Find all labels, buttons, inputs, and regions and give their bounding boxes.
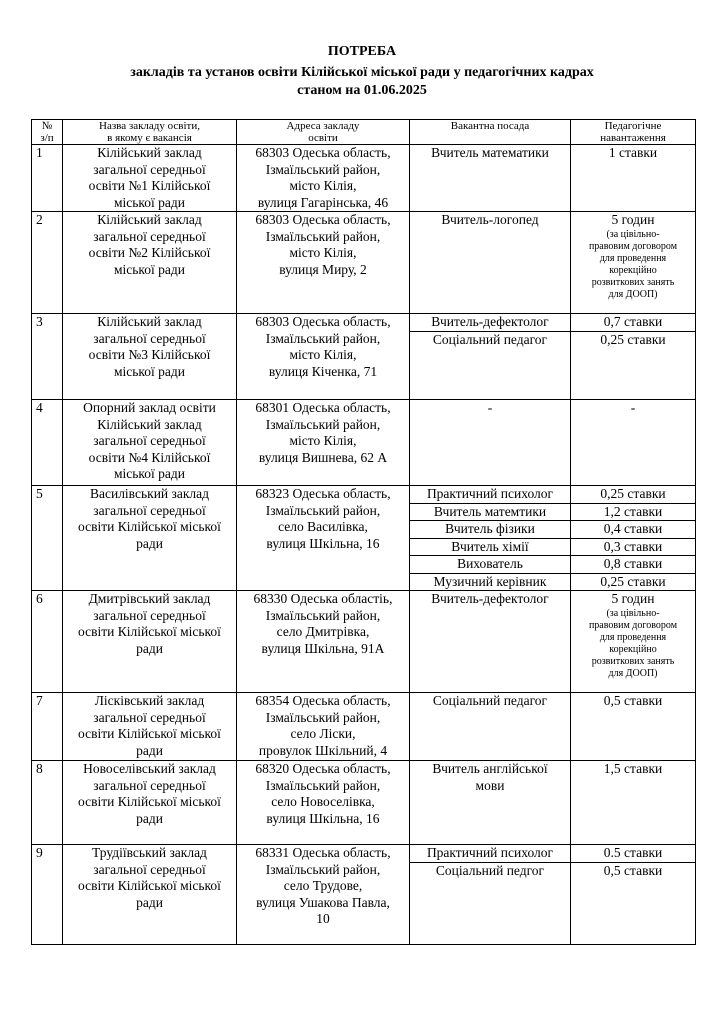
- text-line: Кілійський заклад: [97, 416, 202, 432]
- table-row: [32, 212, 696, 314]
- text-line: 68303 Одеська область,: [255, 314, 391, 329]
- text-line: 68303 Одеська область,: [255, 145, 391, 160]
- text-line: Вчитель-логопед: [441, 212, 539, 227]
- text-line: Музичний керівник: [433, 573, 547, 589]
- text-line: Вчитель-дефектолог: [410, 314, 570, 332]
- text-line: Вчитель-дефектолог: [431, 591, 549, 606]
- text-line: мови: [475, 777, 505, 793]
- text-line: вулиця Шкільна, 91А: [261, 640, 385, 656]
- text-line: Кілійський заклад: [97, 145, 202, 160]
- teaching-load: [571, 591, 696, 693]
- table-row: [32, 400, 696, 486]
- text-line: Ізмаїльський район,: [265, 709, 381, 725]
- text-line: (за цівільно-: [606, 607, 660, 619]
- text-line: 1 ставки: [608, 145, 658, 160]
- institution-name: [63, 591, 237, 693]
- teaching-load: [571, 693, 696, 761]
- text-line: вулиця Ушакова Павла,: [256, 894, 390, 910]
- text-line: місто Кілія,: [289, 178, 357, 193]
- text-line: Трудіївський заклад: [92, 845, 207, 860]
- doc-subtitle: закладів та установ освіти Кілійської міської ради у педагогічних кадрах: [130, 65, 594, 80]
- text-line: вулиця Миру, 2: [279, 261, 367, 277]
- text-line: для ДООП): [608, 667, 658, 679]
- col-header-address: Адреса закладу освіти: [237, 120, 410, 145]
- text-line: Опорний заклад освіти: [83, 400, 216, 415]
- text-line: 0,5 ставки: [603, 693, 663, 708]
- text-line: село Трудове,: [283, 878, 363, 893]
- text-line: Ізмаїльський район,: [265, 416, 381, 432]
- teaching-load: [571, 212, 696, 314]
- text-line: корекційно: [609, 643, 657, 655]
- vacant-position: [410, 761, 571, 845]
- text-line: освіти Кілійської міської: [78, 519, 221, 534]
- text-line: загальної середньої: [93, 607, 206, 623]
- staffing-needs-table: [31, 119, 696, 945]
- table-row: [32, 591, 696, 693]
- text-line: (за цівільно-: [606, 228, 660, 240]
- text-line: 68354 Одеська область,: [255, 693, 391, 708]
- vacant-position: [410, 693, 571, 761]
- col-header-name: Назва закладу освіти, в якому є вакансія: [63, 120, 237, 145]
- table-row: [32, 314, 696, 400]
- text-line: Ізмаїльський район,: [265, 777, 381, 793]
- text-line: 0,3 ставки: [571, 539, 695, 557]
- text-line: освіти №1 Кілійської: [88, 178, 211, 193]
- text-line: правовим договором: [588, 619, 678, 631]
- table-row: [32, 693, 696, 761]
- vacant-position: [410, 314, 571, 400]
- text-line: Вчитель хімії: [410, 539, 570, 557]
- teaching-load: [571, 761, 696, 845]
- text-line: освіти Кілійської міської: [78, 794, 221, 809]
- col-header-num: № з/п: [32, 120, 63, 145]
- institution-address: [237, 314, 410, 400]
- institution-name: [63, 761, 237, 845]
- teaching-load: [571, 845, 696, 945]
- institution-address: [237, 591, 410, 693]
- table-row: [32, 145, 696, 212]
- text-line: освіти Кілійської міської: [78, 624, 221, 639]
- vacant-position: [410, 400, 571, 486]
- text-line: Лісківський заклад: [94, 693, 205, 708]
- text-line: 68331 Одеська область,: [255, 845, 391, 860]
- row-number: 8: [32, 761, 63, 845]
- text-line: село Дмитрівка,: [276, 624, 370, 639]
- text-line: Ізмаїльський район,: [265, 502, 381, 518]
- text-line: ради: [136, 535, 163, 551]
- text-line: 0,7 ставки: [571, 314, 695, 332]
- text-line: Вихователь: [410, 556, 570, 574]
- text-line: ради: [136, 742, 163, 758]
- institution-name: [63, 145, 237, 212]
- text-line: Вчитель фізики: [410, 521, 570, 539]
- text-line: Вчитель англійської: [432, 761, 548, 776]
- text-line: Ізмаїльський район,: [265, 228, 381, 244]
- table-row: [32, 845, 696, 945]
- text-line: 5 годин: [611, 591, 655, 606]
- text-line: Соціальний педагог: [432, 331, 548, 347]
- table-row: [32, 761, 696, 845]
- text-line: 0.5 ставки: [571, 845, 695, 863]
- text-line: вулиця Шкільна, 16: [266, 810, 380, 826]
- text-line: освіти Кілійської міської: [78, 726, 221, 741]
- institution-address: [237, 145, 410, 212]
- text-line: 0,8 ставки: [571, 556, 695, 574]
- text-line: міської ради: [113, 363, 186, 379]
- institution-address: [237, 761, 410, 845]
- text-line: 68301 Одеська область,: [255, 400, 391, 415]
- text-line: для проведення: [599, 252, 667, 264]
- vacant-position: [410, 486, 571, 591]
- institution-name: [63, 314, 237, 400]
- text-line: загальної середньої: [93, 709, 206, 725]
- text-line: село Новоселівка,: [271, 794, 375, 809]
- text-line: вулиця Вишнева, 62 А: [258, 449, 388, 465]
- text-line: 0,25 ставки: [600, 573, 666, 589]
- text-line: загальної середньої: [93, 777, 206, 793]
- institution-address: [237, 693, 410, 761]
- row-number: 1: [32, 145, 63, 212]
- text-line: міської ради: [113, 261, 186, 277]
- institution-address: [237, 845, 410, 945]
- text-line: загальної середньої: [93, 433, 206, 448]
- row-number: 4: [32, 400, 63, 486]
- vacant-position: [410, 212, 571, 314]
- text-line: Соціальний педгог: [435, 862, 545, 878]
- doc-title: ПОТРЕБА: [327, 44, 397, 59]
- text-line: міської ради: [113, 466, 186, 481]
- text-line: Ізмаїльський район,: [265, 161, 381, 177]
- vacant-position: [410, 591, 571, 693]
- col-header-load: Педагогічне навантаження: [571, 120, 696, 145]
- text-line: загальної середньої: [93, 502, 206, 518]
- text-line: загальної середньої: [93, 228, 206, 244]
- text-line: Василівський заклад: [89, 486, 209, 501]
- text-line: ради: [136, 810, 163, 826]
- doc-date: станом на 01.06.2025: [297, 83, 427, 98]
- row-number: 2: [32, 212, 63, 314]
- text-line: місто Кілія,: [289, 433, 357, 448]
- row-number: 6: [32, 591, 63, 693]
- text-line: освіти №2 Кілійської: [88, 245, 211, 260]
- text-line: 0,25 ставки: [571, 486, 695, 504]
- text-line: 68330 Одеська областіь,: [253, 591, 393, 606]
- text-line: 0,4 ставки: [571, 521, 695, 539]
- col-header-position: Вакантна посада: [410, 120, 571, 145]
- text-line: Практичний психолог: [410, 845, 570, 863]
- text-line: загальної середньої: [93, 161, 206, 177]
- text-line: освіти №3 Кілійської: [88, 347, 211, 362]
- text-line: Вчитель математики: [431, 145, 549, 160]
- vacant-position: [410, 845, 571, 945]
- row-number: 3: [32, 314, 63, 400]
- institution-name: [63, 212, 237, 314]
- vacant-position: [410, 145, 571, 212]
- text-line: Соціальний педагог: [432, 693, 548, 708]
- text-line: провулок Шкільний, 4: [258, 742, 388, 758]
- text-line: Ізмаїльський район,: [265, 607, 381, 623]
- text-line: село Василівка,: [278, 519, 368, 534]
- text-line: ради: [136, 894, 163, 910]
- text-line: місто Кілія,: [289, 347, 357, 362]
- text-line: село Ліски,: [290, 726, 356, 741]
- text-line: освіти Кілійської міської: [78, 878, 221, 893]
- text-line: для ДООП): [608, 288, 658, 300]
- text-line: Вчитель матемтики: [410, 504, 570, 522]
- text-line: корекційно: [609, 264, 657, 276]
- text-line: 0,5 ставки: [603, 862, 663, 878]
- text-line: міської ради: [113, 194, 186, 210]
- text-line: загальної середньої: [93, 330, 206, 346]
- text-line: -: [630, 400, 636, 415]
- text-line: розвиткових занять: [591, 655, 675, 667]
- institution-address: [237, 486, 410, 591]
- text-line: 68320 Одеська область,: [255, 761, 391, 776]
- text-line: Кілійський заклад: [97, 314, 202, 329]
- table-row: [32, 486, 696, 591]
- text-line: 0,25 ставки: [600, 331, 666, 347]
- text-line: 68303 Одеська область,: [255, 212, 391, 227]
- text-line: місто Кілія,: [289, 245, 357, 260]
- row-number: 5: [32, 486, 63, 591]
- text-line: 10: [316, 911, 330, 926]
- text-line: 1,5 ставки: [603, 761, 663, 776]
- text-line: ради: [136, 640, 163, 656]
- text-line: Кілійський заклад: [97, 212, 202, 227]
- institution-name: [63, 486, 237, 591]
- institution-name: [63, 845, 237, 945]
- institution-name: [63, 400, 237, 486]
- text-line: правовим договором: [588, 240, 678, 252]
- text-line: розвиткових занять: [591, 276, 675, 288]
- teaching-load: [571, 145, 696, 212]
- teaching-load: [571, 314, 696, 400]
- text-line: вулиця Шкільна, 16: [266, 535, 380, 551]
- text-line: 5 годин: [611, 212, 655, 227]
- text-line: вулиця Кіченка, 71: [268, 363, 378, 379]
- text-line: для проведення: [599, 631, 667, 643]
- text-line: 68323 Одеська область,: [255, 486, 391, 501]
- institution-address: [237, 212, 410, 314]
- row-number: 9: [32, 845, 63, 945]
- text-line: вулиця Гагарінська, 46: [257, 194, 389, 210]
- text-line: Практичний психолог: [410, 486, 570, 504]
- text-line: Ізмаїльський район,: [265, 861, 381, 877]
- text-line: 1,2 ставки: [571, 504, 695, 522]
- table-header-row: [32, 120, 696, 145]
- text-line: Ізмаїльський район,: [265, 330, 381, 346]
- text-line: -: [487, 400, 493, 415]
- institution-name: [63, 693, 237, 761]
- text-line: загальної середньої: [93, 861, 206, 877]
- teaching-load: [571, 400, 696, 486]
- row-number: 7: [32, 693, 63, 761]
- institution-address: [237, 400, 410, 486]
- teaching-load: [571, 486, 696, 591]
- text-line: Дмитрівський заклад: [88, 591, 211, 606]
- text-line: Новоселівський заклад: [83, 761, 216, 776]
- text-line: освіти №4 Кілійської: [88, 449, 211, 465]
